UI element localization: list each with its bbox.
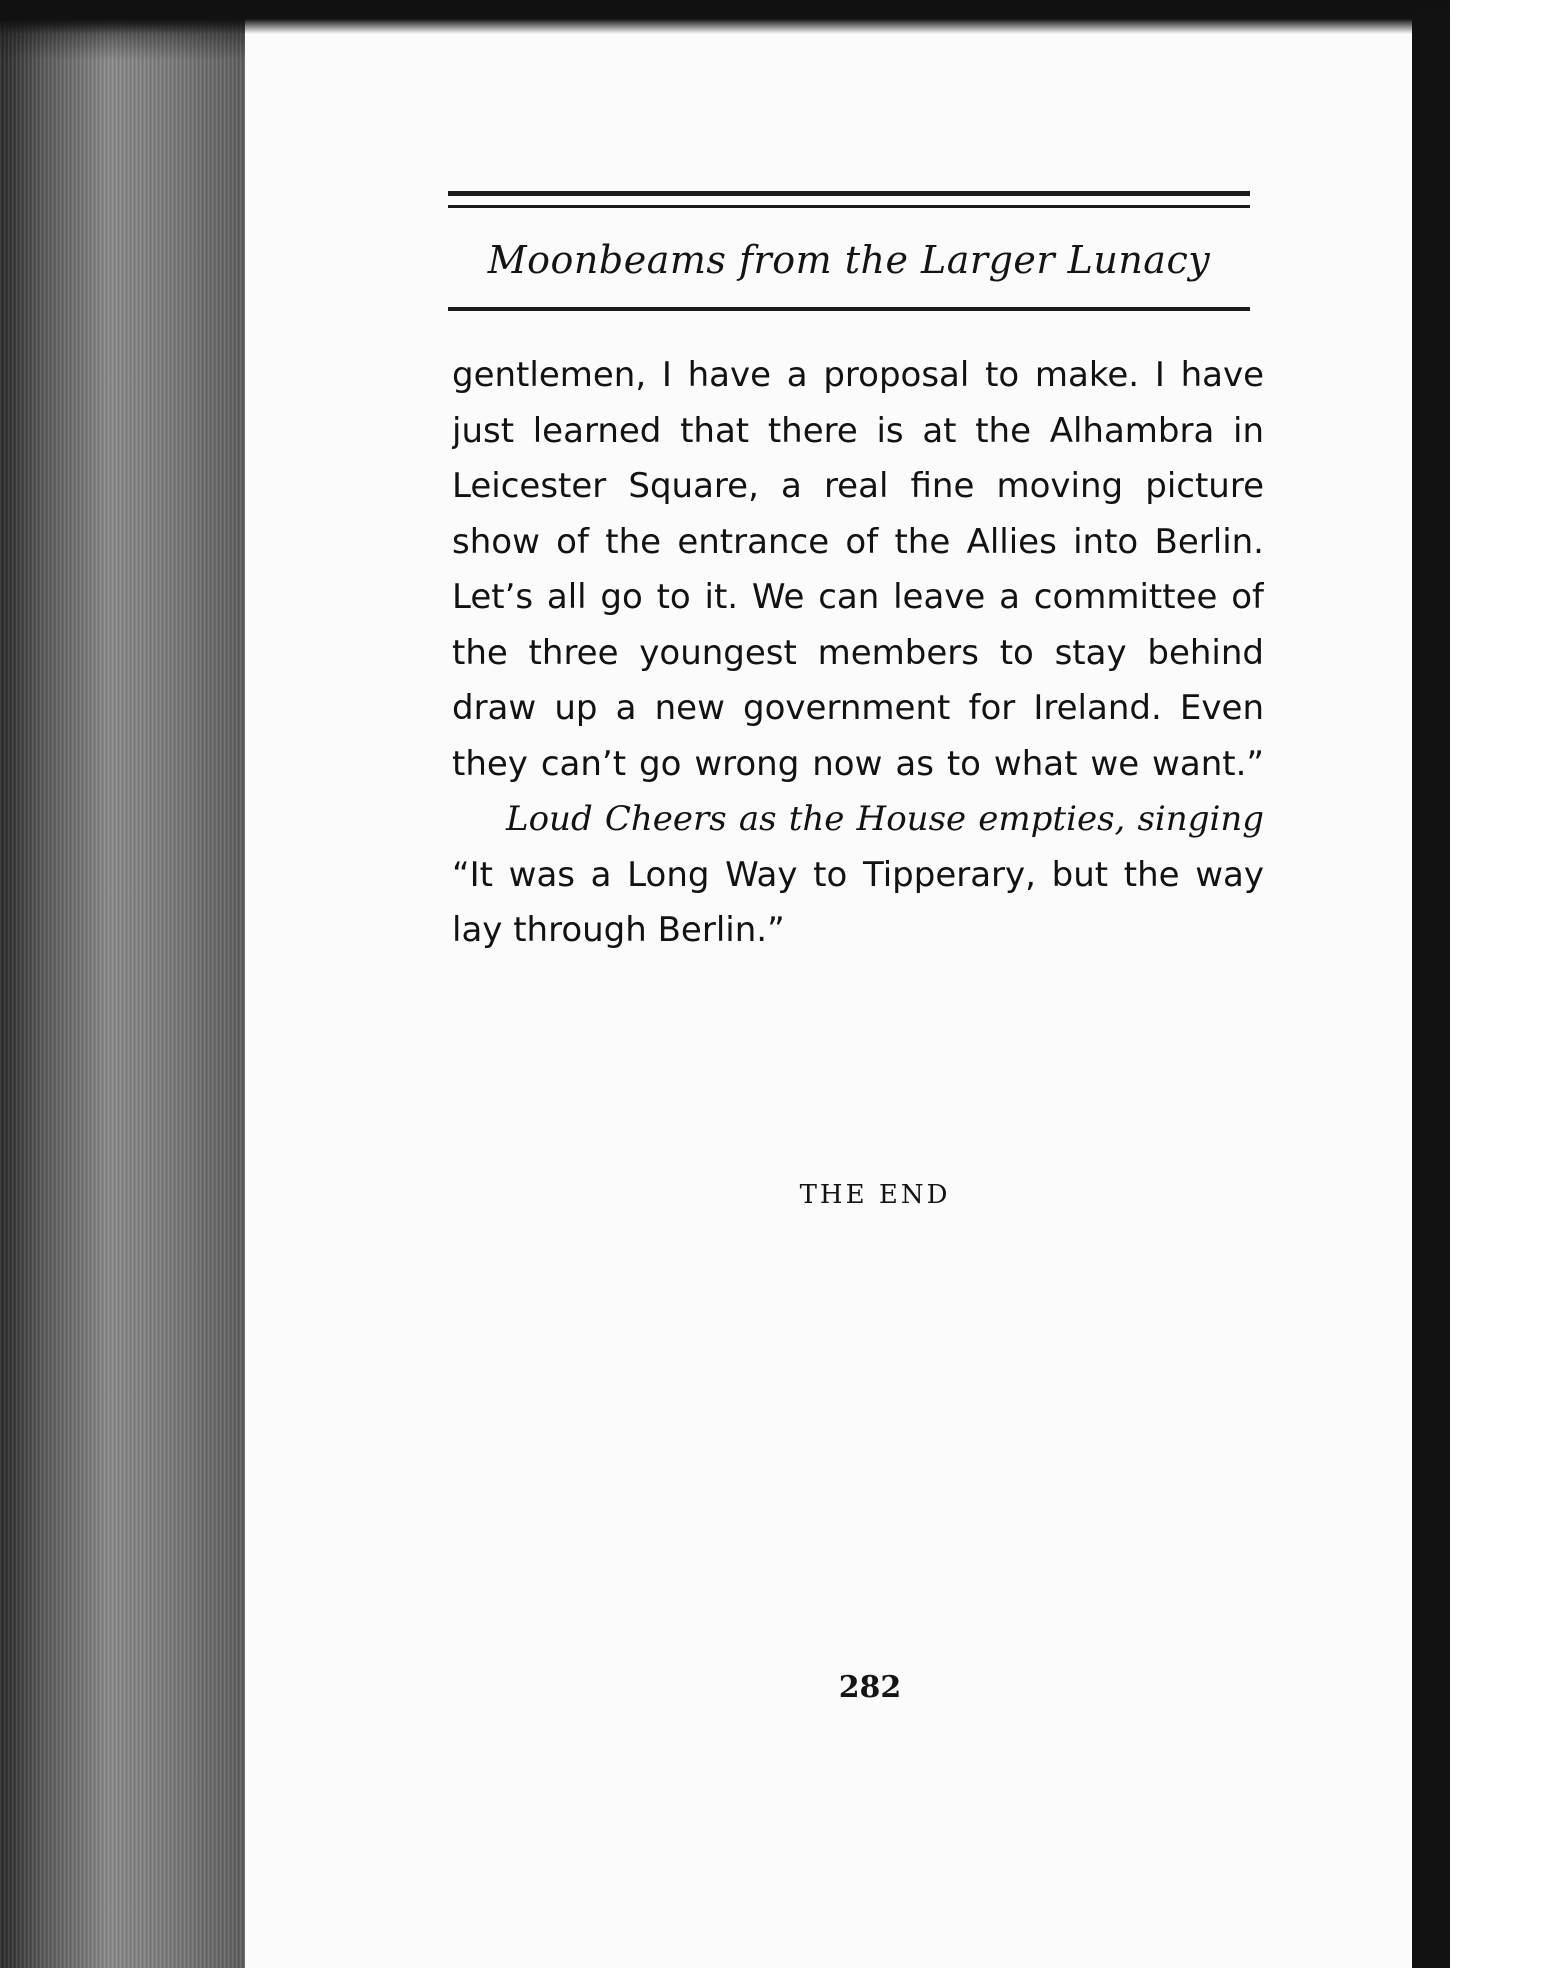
text-line: Let’s all go to it. We can leave a committee of: [452, 577, 1264, 617]
running-head: Moonbeams from the Larger Lunacy: [487, 238, 1211, 282]
text-line: draw up a new government for Ireland. Even: [452, 688, 1264, 728]
text-line: “It was a Long Way to Tipperary, but the way: [452, 854, 1264, 895]
text-line: the three youngest members to stay behind: [452, 632, 1264, 673]
the-end: THE END: [799, 1180, 951, 1210]
text-line: Leicester Square, a real fine moving picture: [452, 466, 1264, 506]
header-rule-bottom: [448, 307, 1250, 311]
text-line: just learned that there is at the Alhambra in: [452, 410, 1264, 451]
header-rule-thick: [448, 191, 1250, 196]
text-line: gentlemen, I have a proposal to make. I have: [452, 355, 1264, 395]
text-line: they can’t go wrong now as to what we want.”: [452, 743, 1264, 784]
top-shadow: [0, 0, 1544, 34]
stage-direction: Loud Cheers as the House empties, singing: [506, 799, 1264, 839]
header-rule-thin: [448, 205, 1250, 208]
text-line: lay through Berlin.”: [452, 910, 785, 950]
body-text: [452, 348, 1264, 959]
right-margin: [1450, 0, 1544, 1968]
page-number: 282: [838, 1670, 902, 1705]
binding-strip: [1412, 10, 1450, 1968]
text-line: show of the entrance of the Allies into Berlin.: [452, 521, 1264, 562]
page: [200, 22, 1410, 1968]
page-stack-edge: [0, 0, 245, 1968]
